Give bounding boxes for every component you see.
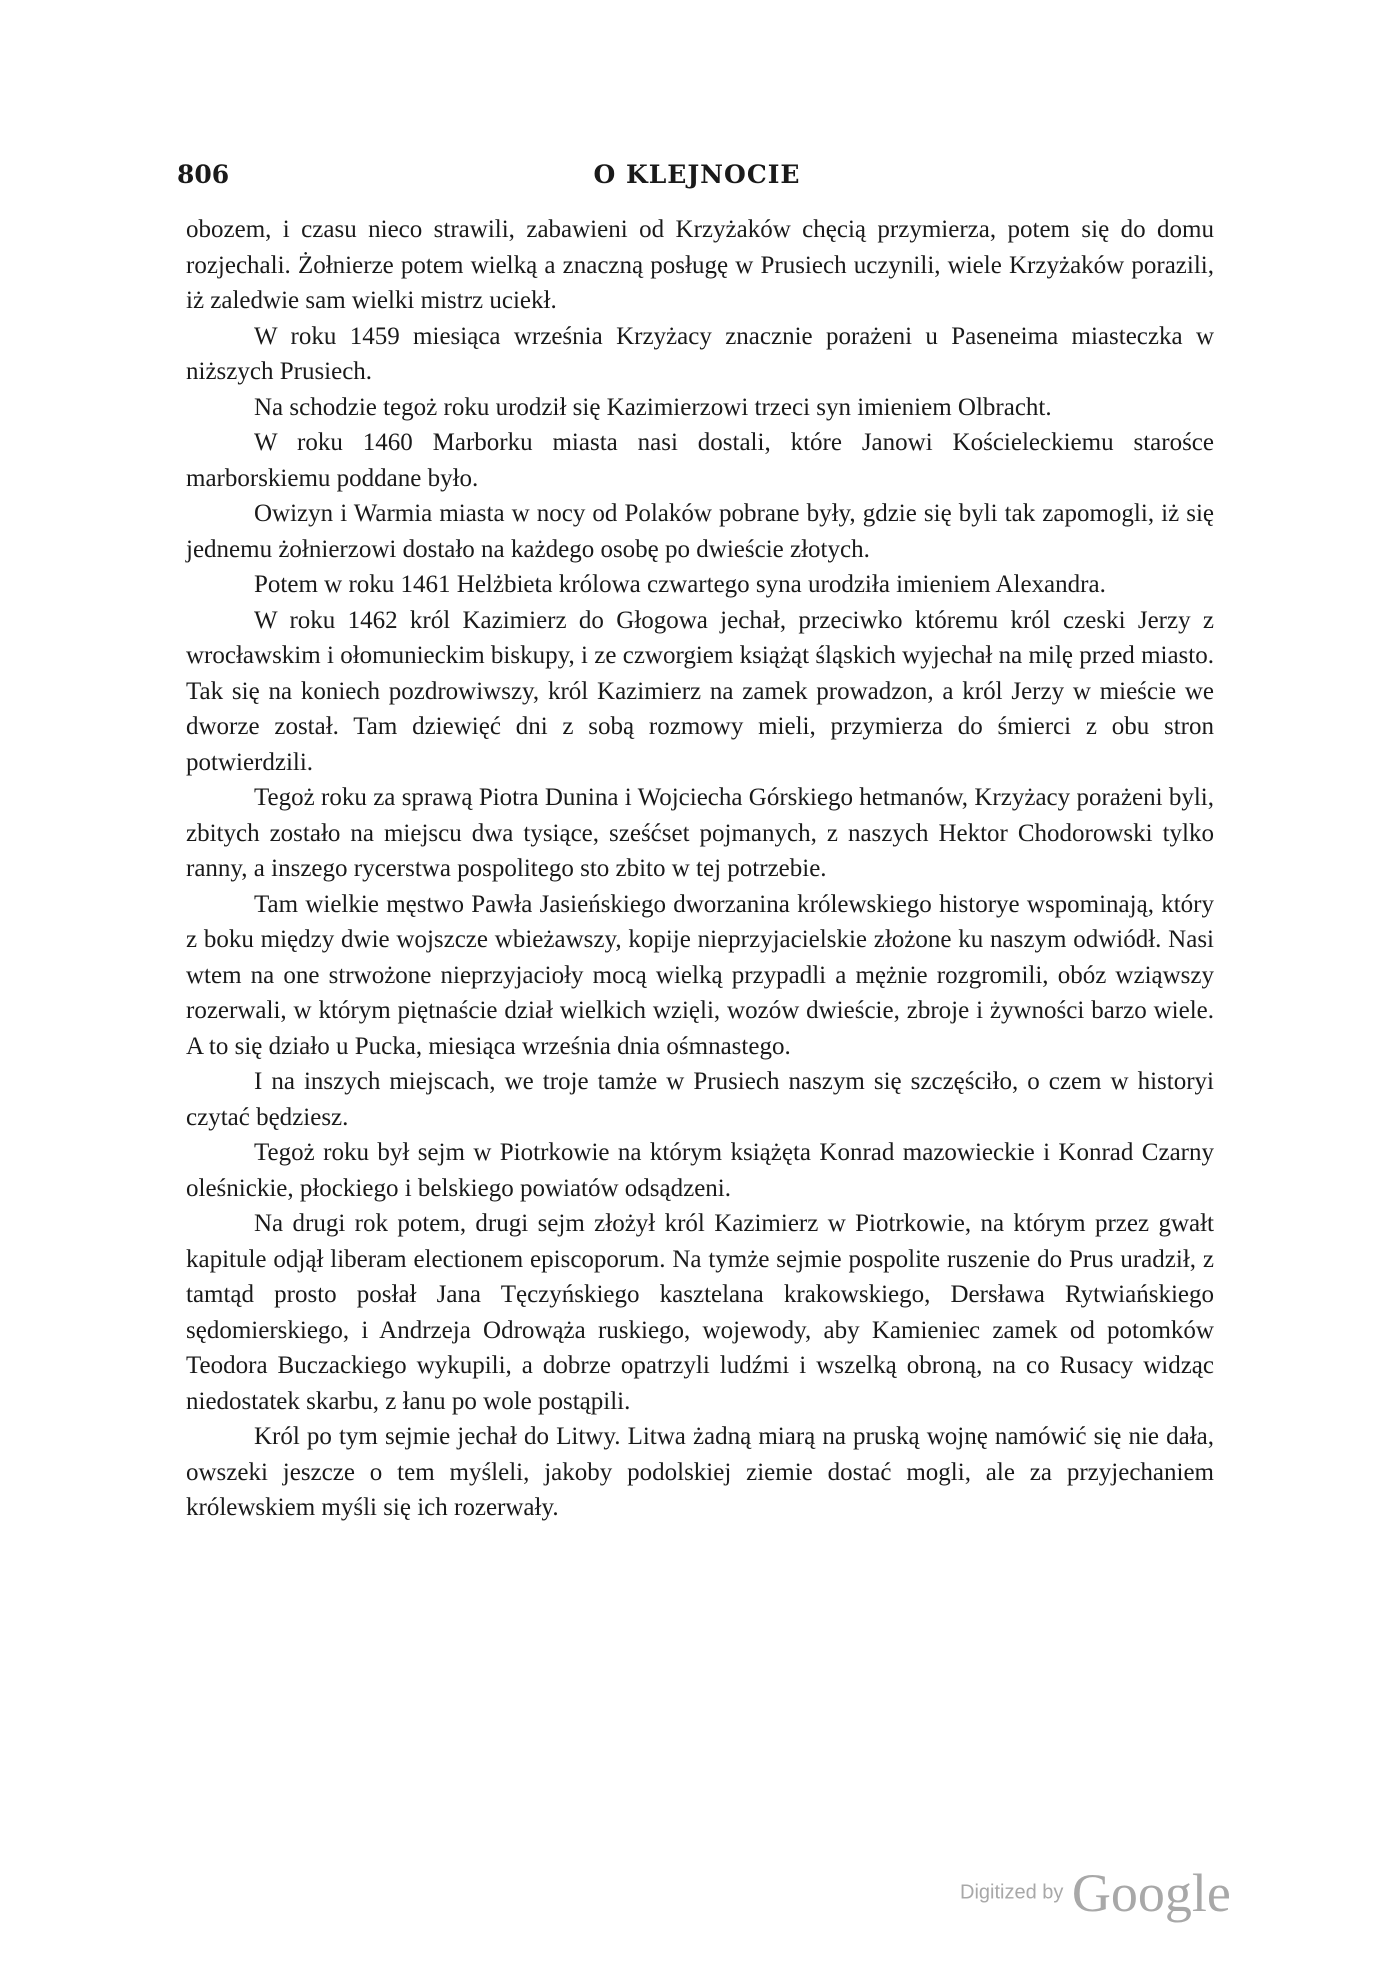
page-header [177,160,1217,194]
paragraph: W roku 1459 miesiąca września Krzyżacy znacznie porażeni u Paseneima miasteczka w niższych Prusiech. [186,322,1214,385]
digitized-by-google-watermark [960,1862,1231,1924]
google-logo: Google [1071,1863,1231,1923]
paragraph: Owizyn i Warmia miasta w nocy od Polaków pobrane były, gdzie się byli tak zapomogli, iż się jednemu żołnierzowi dostało na każdego osobę po dwieście złotych. [186,500,1214,563]
paragraph: W roku 1460 Marborku miasta nasi dostali, które Janowi Kościeleckiemu starośce marborskiemu poddane było. [186,429,1214,492]
paragraph: Tegoż roku za sprawą Piotra Dunina i Wojciecha Górskiego hetmanów, Krzyżacy porażeni byli, zbitych zostało na miejscu dwa tysiące, sześćset pojmanych, z naszych Hektor Chodorowski tylko ranny, a inszego rycerstwa pospolitego sto zbito w tej potrzebie. [186,784,1214,882]
paragraph: Potem w roku 1461 Helżbieta królowa czwartego syna urodziła imieniem Alexandra. [254,571,1106,598]
paragraph: Na schodzie tegoż roku urodził się Kazimierzowi trzeci syn imieniem Olbracht. [254,393,1052,421]
paragraph: I na inszych miejscach, we troje tamże w Prusiech naszym się szczęściło, o czem w historyi czytać będziesz. [186,1068,1214,1131]
paragraph: Król po tym sejmie jechał do Litwy. Litwa żadną miarą na pruską wojnę namówić się nie dała, owszeki jeszcze o tem myśleli, jakoby podolskiej ziemie dostać mogli, ale za przyjechaniem królewskiem myśli się ich rozerwały. [186,1423,1214,1521]
paragraph: Tam wielkie męstwo Pawła Jasieńskiego dworzanina królewskiego historye wspominają, który z boku między dwie wojszcze wbieżawszy, kopije nieprzyjacielskie złożone ku naszym odwiódł. Nasi wtem na one strwożone nieprzyjacioły mocą wielką przypadli a mężnie rozgromili, obóz wziąwszy rozerwali, w którym piętnaście dział wielkich wzięli, wozów dwieście, zbroje i żywności barzo wiele. A to się działo u Pucka, miesiąca września dnia ośmnastego. [186,890,1214,1060]
paragraph: Tegoż roku był sejm w Piotrkowie na którym książęta Konrad mazowieckie i Konrad Czarny oleśnickie, płockiego i belskiego powiatów odsądzeni. [186,1139,1214,1202]
page-number: 806 [177,160,230,189]
paragraph: Na drugi rok potem, drugi sejm złożył król Kazimierz w Piotrkowie, na którym przez gwałt kapitule odjął liberam electionem episcoporum. Na tymże sejmie pospolite ruszenie do Prus uradził, z tamtąd prosto posłał Jana Tęczyńskiego kasztelana krakowskiego, Dersława Rytwiańskiego sędomierskiego, i Andrzeja Odrowąża ruskiego, wojewody, aby Kamieniec zamek od potomków Teodora Buczackiego wykupili, a dobrze opatrzyli ludźmi i wszelką obroną, na co Rusacy widząc niedostatek skarbu, z łanu po wole postąpili. [186,1210,1214,1415]
running-title: O KLEJNOCIE [593,160,801,189]
paragraph: obozem, i czasu nieco strawili, zabawieni od Krzyżaków chęcią przymierza, potem się do domu rozjechali. Żołnierze potem wielką a znaczną posługę w Prusiech uczynili, wiele Krzyżaków porazili, iż zaledwie sam wielki mistrz uciekł. [186,216,1214,314]
digitized-label: Digitized by [960,1881,1064,1904]
body-text [186,212,1214,1526]
paragraph: W roku 1462 król Kazimierz do Głogowa jechał, przeciwko któremu król czeski Jerzy z wrocławskim i ołomunieckim biskupy, i ze czworgiem książąt śląskich wyjechał na milę przed miasto. Tak się na koniech pozdrowiwszy, król Kazimierz na zamek prowadzon, a król Jerzy w mieście we dworze został. Tam dziewięć dni z sobą rozmowy mieli, przymierza do śmierci z obu stron potwierdzili. [186,606,1214,776]
